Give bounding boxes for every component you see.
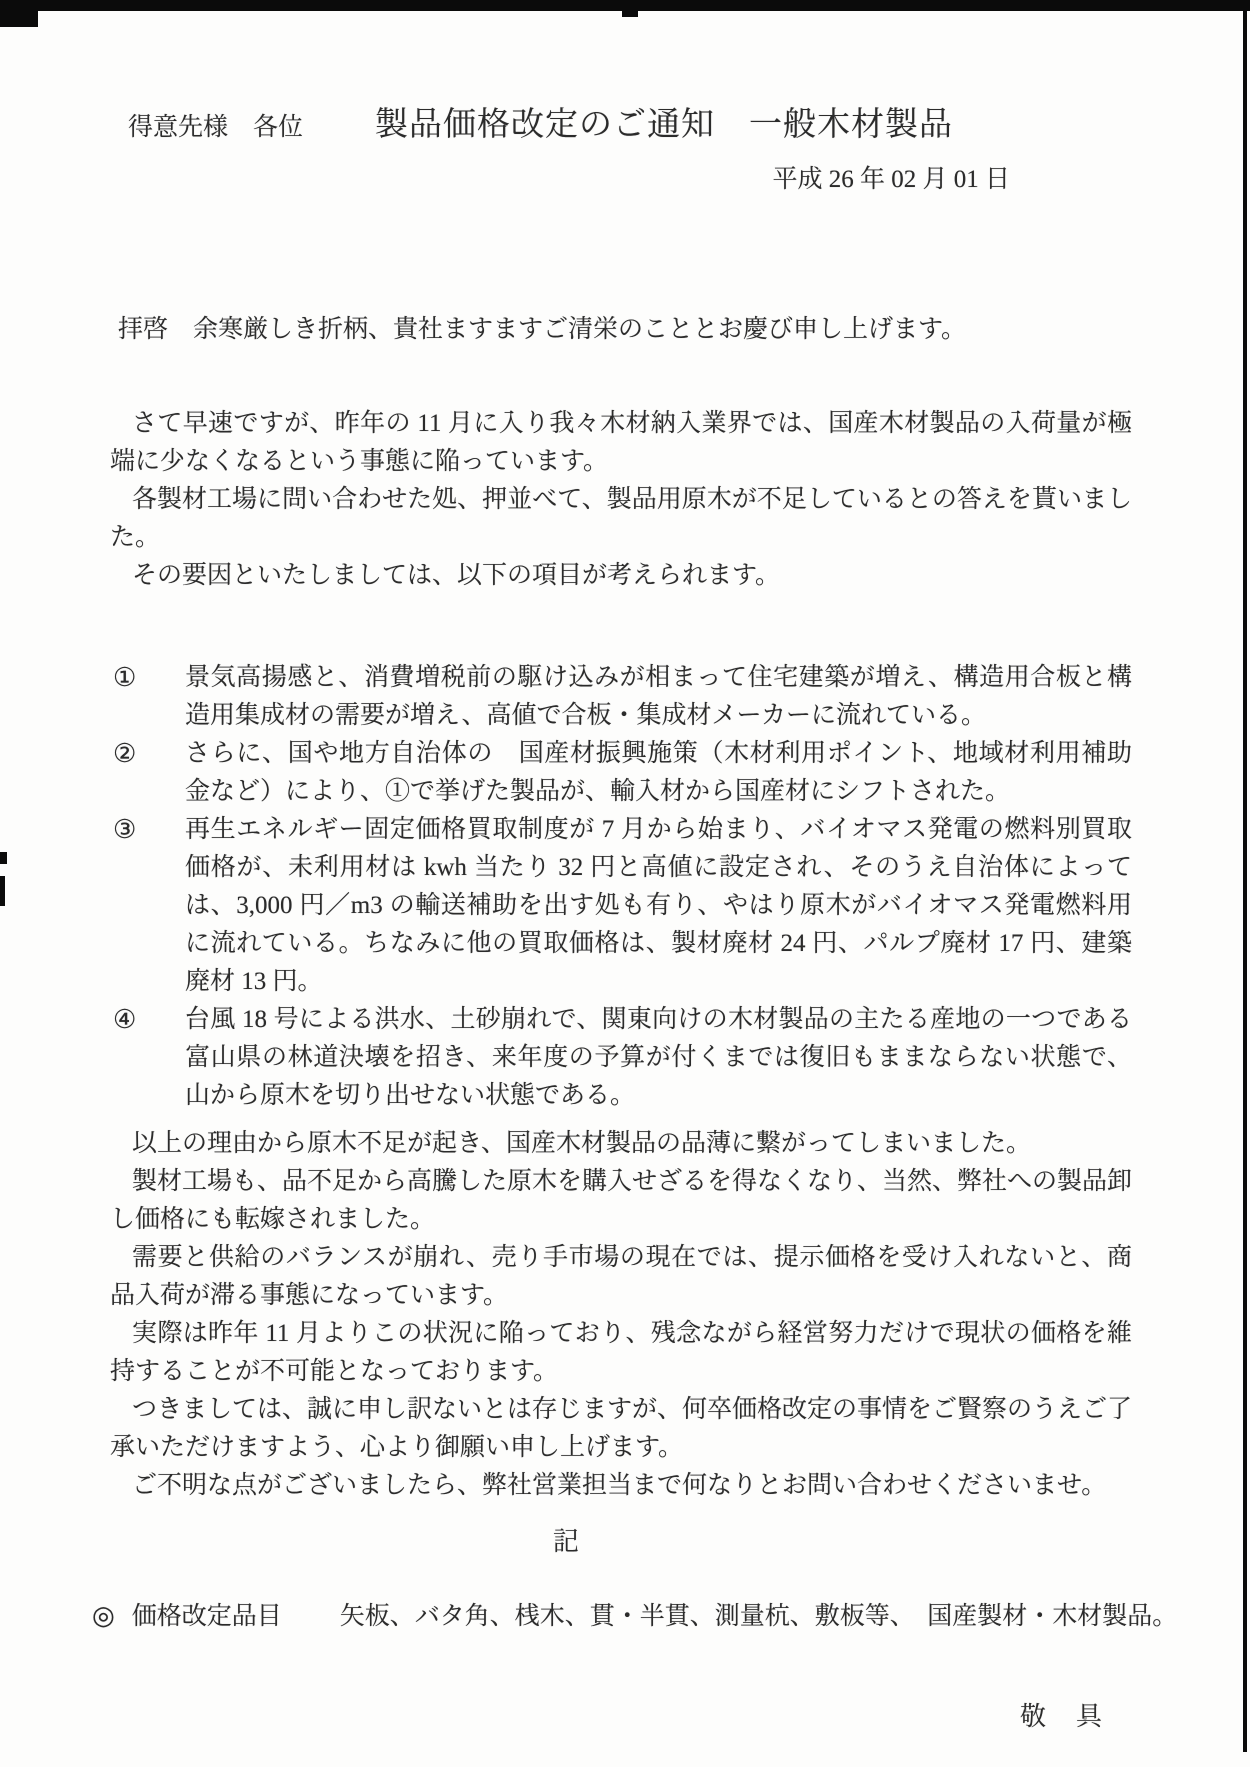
circled-number-3: ③ <box>113 815 137 844</box>
record-heading: 記 <box>552 1527 579 1556</box>
list-item <box>110 735 1132 811</box>
circled-number-2: ② <box>113 739 137 768</box>
recipient-line: 得意先様 各位 <box>128 114 304 141</box>
body-paragraph: 需要と供給のバランスが崩れ、売り手市場の現在では、提示価格を受け入れないと、商品入荷が滞る事態になっています。 <box>110 1244 1132 1309</box>
list-item-text: 再生エネルギー固定価格買取制度が 7 月から始まり、バイオマス発電の燃料別買取価格が、未利用材は kwh 当たり 32 円と高値に設定され、そのうえ自治体によっては、3,000 円／m3 の輸送補助を出す処も有り、やはり原木がバイオマス発電燃料用に流れている。ちなみに他の買取価格は、製材廃材 24 円、パルプ廃材 17 円、建築廃材 13 円。 <box>185 816 1132 995</box>
double-circle-marker: ◎ <box>92 1601 115 1630</box>
price-items-label: 価格改定品目 <box>131 1603 282 1630</box>
price-revision-items-row <box>92 1597 1178 1636</box>
scan-top-left-corner <box>0 0 38 27</box>
intro-paragraph: その要因といたしましては、以下の項目が考えられます。 <box>132 562 781 589</box>
greeting-line: 拝啓 余寒厳しき折柄、貴社ますますご清栄のこととお慶び申し上げます。 <box>118 316 967 343</box>
price-items-text: 矢板、バタ角、桟木、貫・半貫、測量杭、敷板等、 国産製材・木材製品。 <box>339 1603 1178 1630</box>
list-item-text: 台風 18 号による洪水、土砂崩れで、関東向けの木材製品の主たる産地の一つである富山県の林道決壊を招き、来年度の予算が付くまでは復旧もままならない状態で、山から原木を切り出せない状態である。 <box>185 1006 1132 1109</box>
letter-header <box>110 106 1132 147</box>
date: 平成 26 年 02 月 01 日 <box>772 166 1010 193</box>
circled-number-1: ① <box>113 663 137 692</box>
date-row <box>110 161 1132 199</box>
circled-number-4: ④ <box>113 1005 137 1034</box>
intro-paragraph: さて早速ですが、昨年の 11 月に入り我々木材納入業界では、国産木材製品の入荷量が極端に少なくなるという事態に陥っています。 <box>110 410 1132 475</box>
body-paragraph: 製材工場も、品不足から高騰した原木を購入せざるを得なくなり、当然、弊社への製品卸し価格にも転嫁されました。 <box>110 1168 1133 1233</box>
intro-paragraphs <box>110 405 1132 595</box>
list-item <box>110 811 1132 1001</box>
list-item-text: 景気高揚感と、消費増税前の駆け込みが相まって住宅建築が増え、構造用合板と構造用集成材の需要が増え、高値で合板・集成材メーカーに流れている。 <box>185 664 1132 729</box>
closing-row <box>110 1698 1132 1736</box>
reason-list <box>110 659 1132 1115</box>
body-paragraph: 実際は昨年 11 月よりこの状況に陥っており、残念ながら経営努力だけで現状の価格を維持することが不可能となっております。 <box>110 1320 1132 1385</box>
scan-top-notch <box>622 10 638 17</box>
intro-paragraph: 各製材工場に問い合わせた処、押並べて、製品用原木が不足しているとの答えを貰いました。 <box>110 486 1132 551</box>
list-item-text: さらに、国や地方自治体の 国産材振興施策（木材利用ポイント、地域材利用補助金など）により、①で挙げた製品が、輸入材から国産材にシフトされた。 <box>185 740 1132 805</box>
letter-content <box>0 106 1250 1736</box>
closing-salutation: 敬 具 <box>1019 1702 1104 1731</box>
body-paragraph: 以上の理由から原木不足が起き、国産木材製品の品薄に繋がってしまいました。 <box>132 1130 1032 1157</box>
list-item <box>110 659 1132 735</box>
document-title: 製品価格改定のご通知 一般木材製品 <box>375 107 954 143</box>
list-item <box>110 1001 1132 1115</box>
body-paragraphs <box>110 1125 1132 1505</box>
body-paragraph: ご不明な点がございましたら、弊社営業担当まで何なりとお問い合わせくださいませ。 <box>132 1472 1107 1499</box>
body-paragraph: つきましては、誠に申し訳ないとは存じますが、何卒価格改定の事情をご賢察のうえご了承いただけますよう、心より御願い申し上げます。 <box>110 1396 1133 1461</box>
